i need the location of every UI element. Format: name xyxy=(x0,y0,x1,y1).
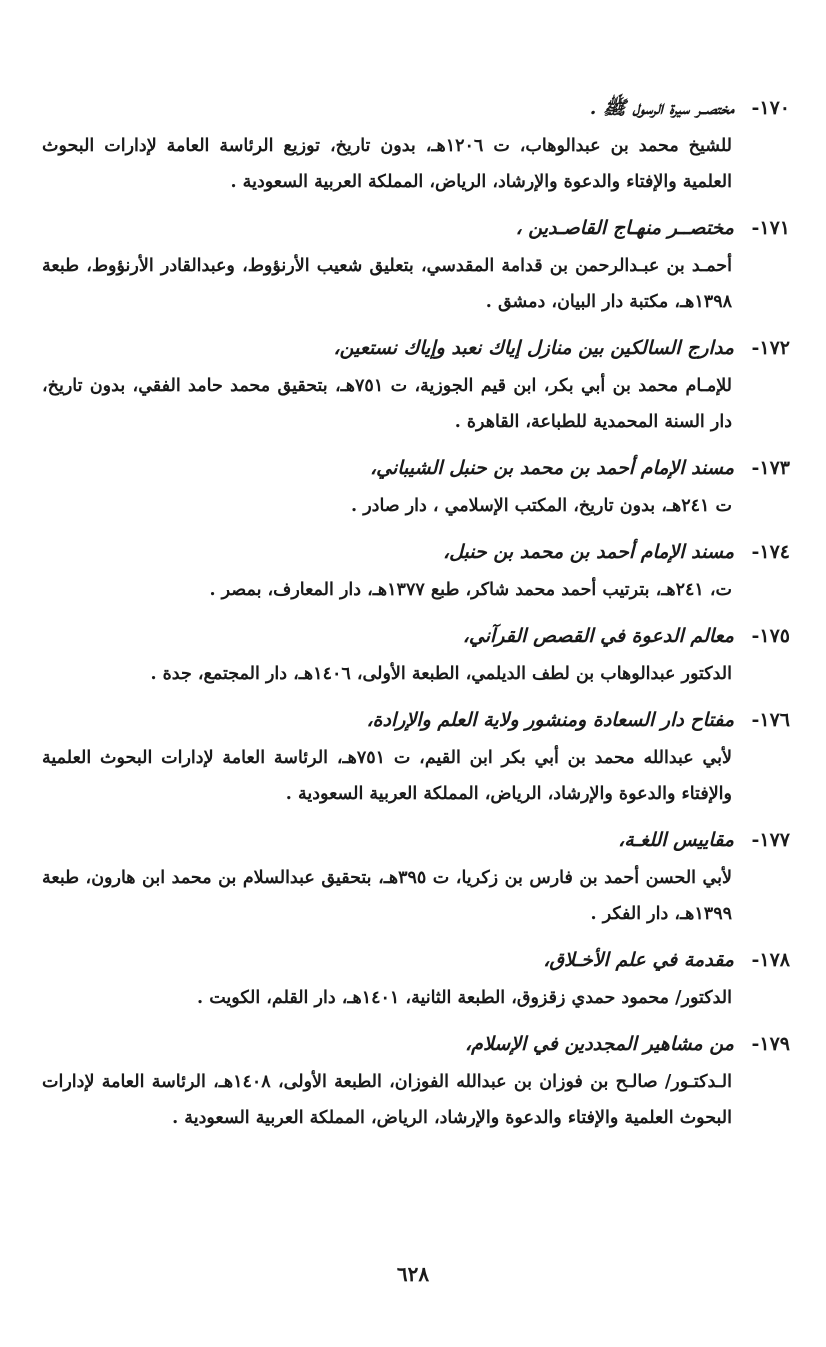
entry-number: ١٧٧- xyxy=(751,829,790,851)
bibliography-entry-177 xyxy=(42,820,790,932)
entry-details: للشيخ محمد بن عبدالوهاب، ت ١٢٠٦هـ، بدون تاريخ، توزيع الرئاسة العامة لإدارات البحوث العلمية والإفتاء والدعوة والإرشاد، الرياض، المملكة العربية السعودية . xyxy=(42,136,732,192)
entry-title: من مشاهير المجددين في الإسلام، xyxy=(465,1033,734,1055)
entry-details: أحمـد بن عبـدالرحمن بن قدامة المقدسي، بتعليق شعيب الأرنؤوط، وعبدالقادر الأرنؤوط، طبعة ١٣٩٨هـ، مكتبة دار البيان، دمشق . xyxy=(42,256,732,312)
entry-title: مدارج السالكين بين منازل إياك نعبد وإياك نستعين، xyxy=(333,337,734,359)
entry-number: ١٧٢- xyxy=(751,337,790,359)
entry-number: ١٧٨- xyxy=(751,949,790,971)
entry-title: معالم الدعوة في القصص القرآني، xyxy=(462,625,734,647)
bibliography-entry-172 xyxy=(42,328,790,440)
entry-title: مسند الإمام أحمد بن محمد بن حنبل، xyxy=(443,541,734,563)
entry-number: ١٧٦- xyxy=(751,709,790,731)
entry-number: ١٧٥- xyxy=(751,625,790,647)
entry-title: مختصــر سيرة الرسول ﷺ . xyxy=(589,97,734,119)
entry-details: الـدكتـور/ صالـح بن فوزان بن عبدالله الفوزان، الطبعة الأولى، ١٤٠٨هـ، الرئاسة العامة لإدارات البحوث العلمية والإفتاء والدعوة والإرشاد، الرياض، المملكة العربية السعودية . xyxy=(42,1072,732,1128)
bibliography-entry-176 xyxy=(42,700,790,812)
entry-number: ١٧٣- xyxy=(751,457,790,479)
entry-details: الدكتور/ محمود حمدي زقزوق، الطبعة الثانية، ١٤٠١هـ، دار القلم، الكويت . xyxy=(197,988,732,1008)
bibliography-entry-171 xyxy=(42,208,790,320)
bibliography-entry-173 xyxy=(42,448,790,524)
bibliography-entry-178 xyxy=(42,940,790,1016)
bibliography-entry-175 xyxy=(42,616,790,692)
entry-number: ١٧٤- xyxy=(751,541,790,563)
entry-title: مفتاح دار السعادة ومنشور ولاية العلم والإرادة، xyxy=(366,709,734,731)
bibliography-entry-174 xyxy=(42,532,790,608)
entry-details: ت ٢٤١هـ، بدون تاريخ، المكتب الإسلامي ، دار صادر . xyxy=(351,496,732,516)
entry-details: الدكتور عبدالوهاب بن لطف الديلمي، الطبعة الأولى، ١٤٠٦هـ، دار المجتمع، جدة . xyxy=(150,664,732,684)
page-number: ٦٢٨ xyxy=(396,1262,430,1286)
entry-number: ١٧٩- xyxy=(751,1033,790,1055)
entry-title: مختصــر منهـاج القاصـدين ، xyxy=(515,217,734,239)
entry-details: ت، ٢٤١هـ، بترتيب أحمد محمد شاكر، طبع ١٣٧٧هـ، دار المعارف، بمصر . xyxy=(209,580,732,600)
entry-details: للإمـام محمد بن أبي بكر، ابن قيم الجوزية، ت ٧٥١هـ، بتحقيق محمد حامد الفقي، بدون تاريخ، دار السنة المحمدية للطباعة، القاهرة . xyxy=(42,376,732,432)
bibliography-entry-179 xyxy=(42,1024,790,1136)
entry-number: ١٧١- xyxy=(751,217,790,239)
bibliography-entry-170 xyxy=(42,88,790,200)
entry-details: لأبي عبدالله محمد بن أبي بكر ابن القيم، ت ٧٥١هـ، الرئاسة العامة لإدارات البحوث العلمية والإفتاء والدعوة والإرشاد، الرياض، المملكة العربية السعودية . xyxy=(42,748,732,804)
entry-title: مقدمة في علم الأخـلاق، xyxy=(543,949,734,971)
entry-title: مقاييس اللغـة، xyxy=(618,829,734,851)
entry-title: مسند الإمام أحمد بن محمد بن حنبل الشيباني، xyxy=(370,457,734,479)
entry-number: ١٧٠- xyxy=(751,97,790,119)
entry-details: لأبي الحسن أحمد بن فارس بن زكريا، ت ٣٩٥هـ، بتحقيق عبدالسلام بن محمد ابن هارون، طبعة ١٣٩٩هـ، دار الفكر . xyxy=(42,868,732,924)
